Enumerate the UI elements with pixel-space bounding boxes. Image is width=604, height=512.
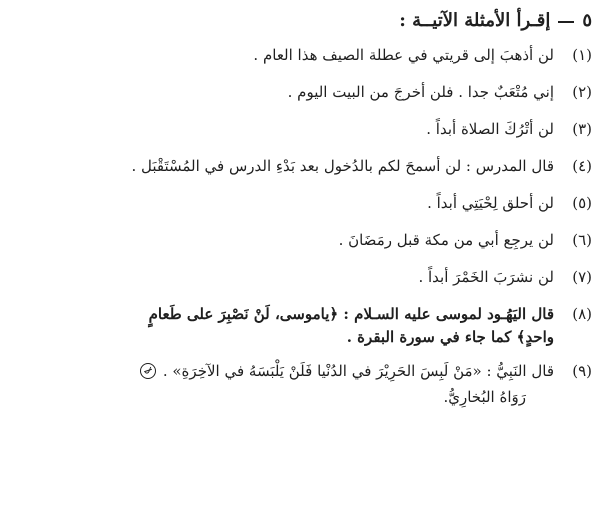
example-text-2: إني مُتْعَبٌ جدا . فلن أخرجَ من البيت اليوم . — [287, 82, 554, 101]
example-number-4: (٤) — [572, 156, 592, 175]
example-9 — [18, 360, 592, 409]
example-source-9: رَوَاهُ البُخارِيُّ. — [443, 388, 526, 407]
example-number-1: (١) — [572, 45, 592, 64]
example-number-7: (٧) — [572, 267, 592, 286]
example-1 — [18, 44, 592, 68]
example-text-8-line-1: قال اليَهُـود لموسى عليه السـلام : ﴿ياموسى، لَنْ نَصْبِرَ على طَعامٍ — [148, 304, 554, 323]
example-number-5: (٥) — [572, 193, 592, 212]
example-number-9: (٩) — [572, 362, 592, 381]
section-heading — [18, 10, 592, 32]
examples-list — [18, 44, 592, 410]
example-6 — [18, 229, 592, 253]
example-text-8-line-2: واحدٍ﴾ كما جاء في سورة البقرة . — [346, 327, 554, 346]
example-text-5: لن أحلق لِحْيَتِي أبداً . — [427, 193, 554, 212]
example-number-3: (٣) — [572, 119, 592, 138]
example-number-2: (٢) — [572, 82, 592, 101]
page-bottom-spacer — [18, 422, 592, 424]
example-7 — [18, 266, 592, 290]
example-text-4: قال المدرس : لن أسمحَ لكم بالدُخول بعد بَدْءِ الدرس في المُسْتَقْبَل . — [131, 156, 554, 175]
sallallahu-icon — [140, 363, 156, 379]
example-5 — [18, 192, 592, 216]
section-dash — [558, 21, 574, 23]
example-number-6: (٦) — [572, 230, 592, 249]
example-8 — [18, 303, 592, 350]
example-text-6: لن يرجِع أبي من مكة قبل رمَضَانَ . — [338, 230, 554, 249]
example-text-7: لن نشرَبَ الخَمْرَ أبداً . — [418, 267, 554, 286]
example-2 — [18, 81, 592, 105]
example-text-3: لن أتْرُكَ الصلاة أبداً . — [426, 119, 554, 138]
example-text-1: لن أذهبَ إلى قريتي في عطلة الصيف هذا العام . — [253, 45, 554, 64]
example-4 — [18, 155, 592, 179]
example-text-9-line-1-text: قال النَبِيُّ : «مَنْ لَبِسَ الحَرِيْرَ في الدُنْيا فَلَنْ يَلْبَسَهُ في الآخِرَةِ» . — [162, 362, 554, 381]
example-number-8: (٨) — [572, 304, 592, 323]
example-3 — [18, 118, 592, 142]
example-text-9-line-1 — [18, 360, 554, 383]
section-title: إقـرأ الأمثلة الآتيــة : — [399, 10, 551, 31]
section-number: ٥ — [582, 10, 592, 31]
